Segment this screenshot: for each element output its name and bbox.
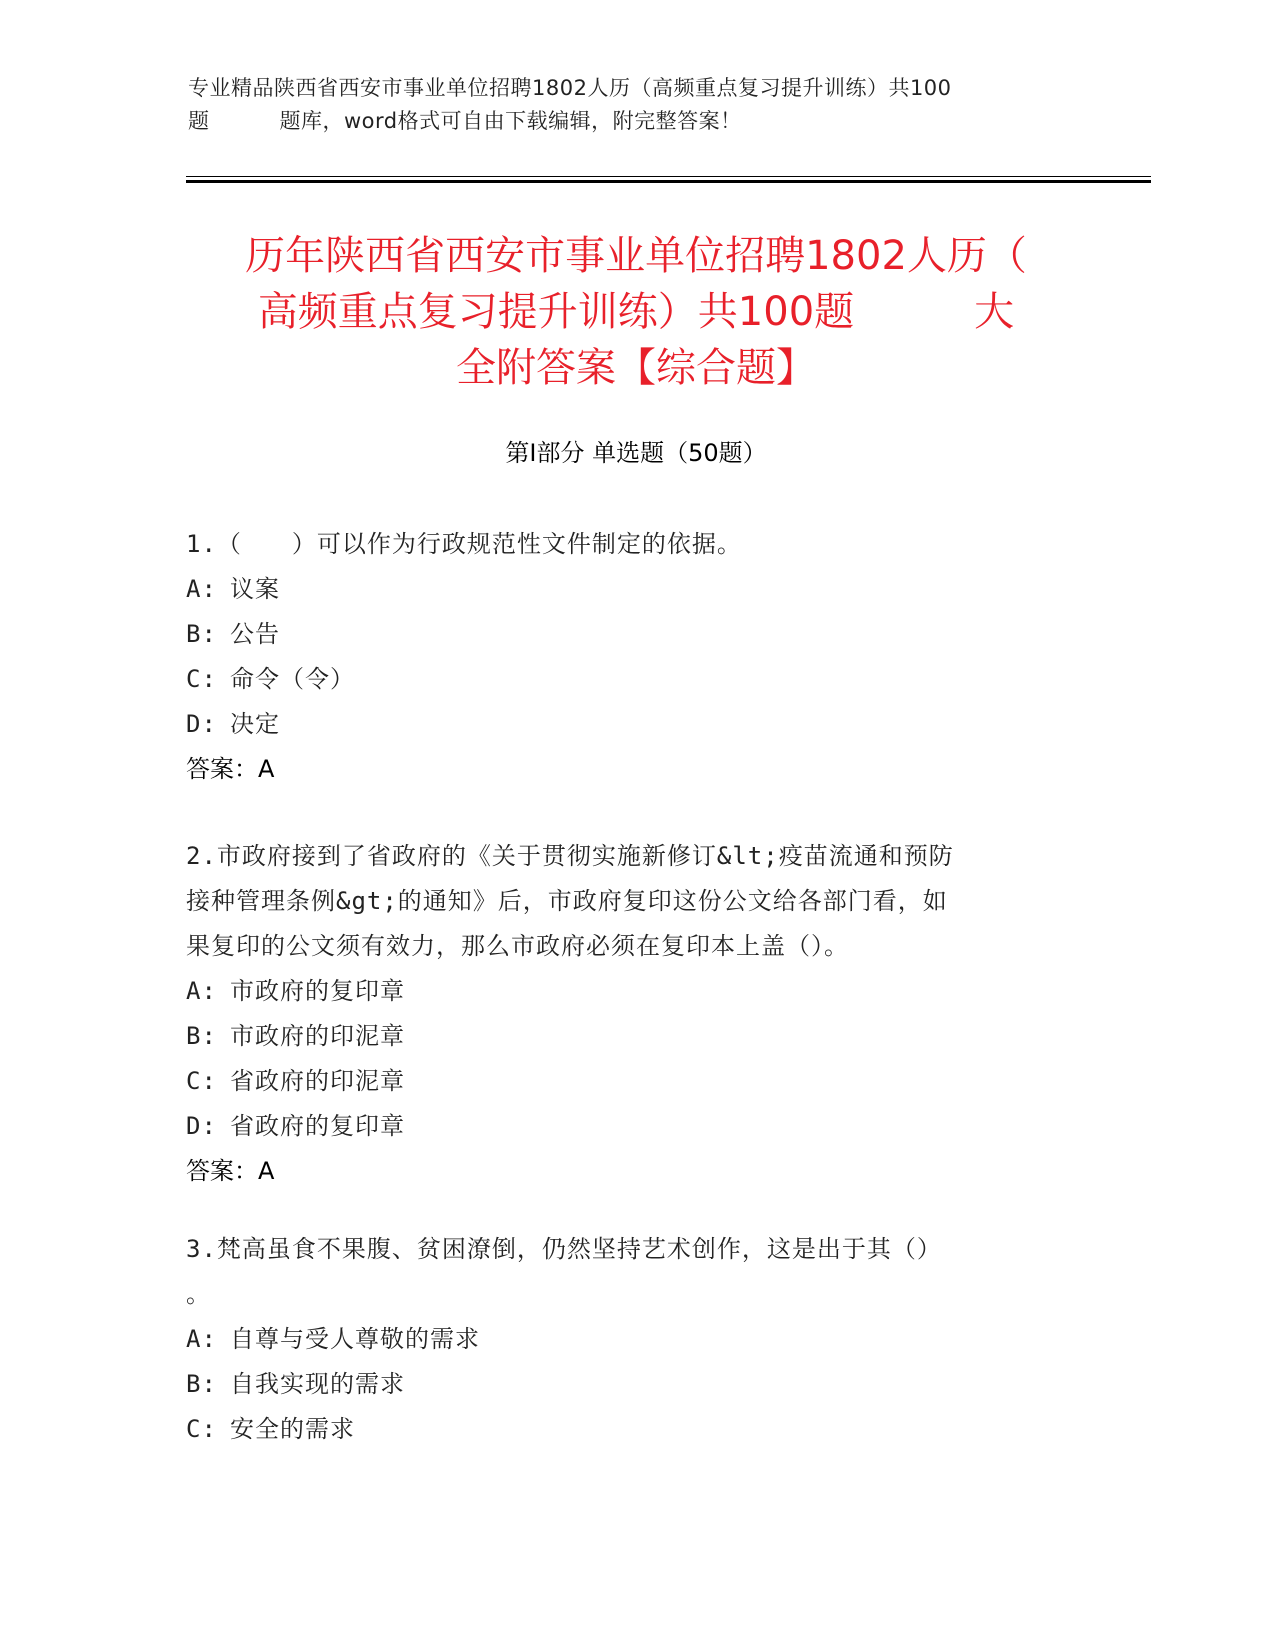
title-line-2-start: 高频重点复习提升训练）共100题 [257, 289, 855, 335]
question-stem [186, 1227, 1066, 1317]
option-letter: B: [186, 1022, 217, 1050]
option-letter: B: [186, 1370, 217, 1398]
option-text: 省政府的印泥章 [230, 1067, 405, 1095]
question-stem-line: 2.市政府接到了省政府的《关于贯彻实施新修订&lt;疫苗流通和预防 [186, 842, 954, 870]
question-1 [186, 522, 1066, 792]
option-d [186, 1104, 1066, 1149]
header-note-line-2 [188, 105, 1068, 138]
option-letter: A: [186, 977, 217, 1005]
option-text: 命令（令） [230, 665, 355, 693]
question-stem [186, 834, 1066, 969]
option-text: 决定 [230, 710, 280, 738]
option-letter: C: [186, 1415, 217, 1443]
option-a [186, 1317, 1066, 1362]
question-stem [186, 522, 1066, 567]
answer: 答案：A [186, 1157, 275, 1185]
option-letter: B: [186, 620, 217, 648]
option-a [186, 969, 1066, 1014]
option-text: 公告 [230, 620, 280, 648]
option-text: 市政府的复印章 [230, 977, 405, 1005]
question-stem-line: 接种管理条例&gt;的通知》后，市政府复印这份公文给各部门看，如 [186, 887, 948, 915]
option-letter: A: [186, 1325, 217, 1353]
option-c [186, 1407, 1066, 1452]
section-heading: 第Ⅰ部分 单选题（50题） [505, 439, 767, 467]
option-text: 市政府的印泥章 [230, 1022, 405, 1050]
header-note [188, 72, 1068, 138]
header-note-line-2-end: 题库，word格式可自由下载编辑，附完整答案！ [279, 109, 742, 133]
option-c [186, 657, 1066, 702]
option-d [186, 702, 1066, 747]
option-letter: D: [186, 1112, 217, 1140]
option-text: 省政府的复印章 [230, 1112, 405, 1140]
option-b [186, 1014, 1066, 1059]
header-note-line-1: 专业精品陕西省西安市事业单位招聘1802人历（高频重点复习提升训练）共100 [188, 76, 952, 100]
header-note-line-2-start: 题 [188, 109, 210, 133]
answer: 答案：A [186, 755, 275, 783]
question-3 [186, 1227, 1066, 1452]
question-stem-line: 1.（ ）可以作为行政规范性文件制定的依据。 [186, 530, 742, 558]
title-line-3: 全附答案【综合题】 [456, 345, 816, 391]
header-rule-thin [186, 176, 1151, 177]
option-letter: D: [186, 710, 217, 738]
option-a [186, 567, 1066, 612]
option-letter: C: [186, 665, 217, 693]
option-letter: A: [186, 575, 217, 603]
option-text: 安全的需求 [230, 1415, 355, 1443]
option-b [186, 1362, 1066, 1407]
question-stem-line: 3.梵高虽食不果腹、贫困潦倒，仍然坚持艺术创作，这是出于其（） [186, 1235, 942, 1263]
title-line-2-end: 大 [974, 289, 1015, 335]
title-line-1: 历年陕西省西安市事业单位招聘1802人历（ [245, 233, 1027, 279]
question-stem-line: 果复印的公文须有效力，那么市政府必须在复印本上盖（）。 [186, 932, 849, 960]
option-text: 自尊与受人尊敬的需求 [230, 1325, 480, 1353]
option-text: 自我实现的需求 [230, 1370, 405, 1398]
question-stem-line: 。 [186, 1280, 211, 1308]
option-letter: C: [186, 1067, 217, 1095]
option-b [186, 612, 1066, 657]
header-rule-thick [186, 180, 1151, 183]
question-2 [186, 834, 1066, 1194]
option-text: 议案 [230, 575, 280, 603]
option-c [186, 1059, 1066, 1104]
document-title [186, 228, 1086, 396]
title-line-2 [186, 284, 1086, 340]
